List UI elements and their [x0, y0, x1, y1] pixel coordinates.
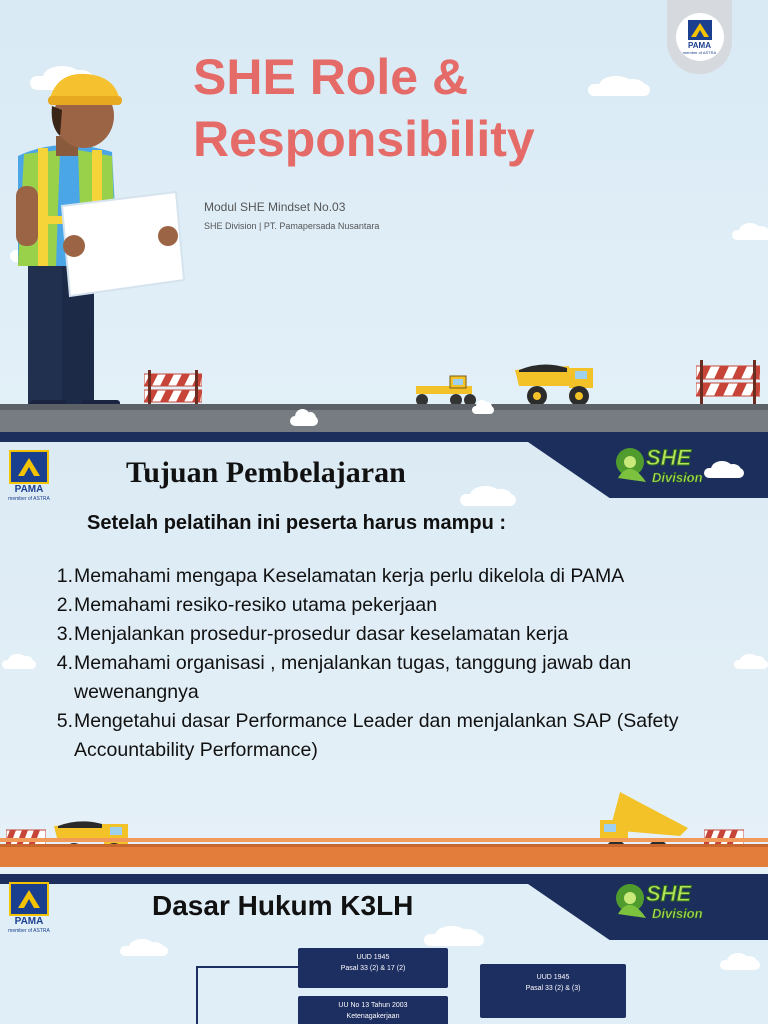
logo-subtext: member of ASTRA	[8, 496, 50, 502]
list-item: 1. Memahami mengapa Keselamatan kerja perlu dikelola di PAMA	[56, 565, 625, 587]
badge-line-1: SHE	[646, 445, 692, 470]
list-item: 2. Memahami resiko-resiko utama pekerjaan	[56, 594, 438, 616]
list-item: 3. Menjalankan prosedur-prosedur dasar keselamatan kerja	[56, 623, 569, 645]
slide-legal-basis	[0, 874, 768, 1024]
pama-emblem-icon	[9, 882, 49, 916]
logo-subtext: member of ASTRA	[8, 928, 50, 934]
dust-decoration	[472, 406, 494, 414]
title-line-2: Responsibility	[193, 111, 535, 167]
section-title: Dasar Hukum K3LH	[152, 890, 414, 921]
slide-cover	[0, 0, 768, 432]
legal-box-uud: UUD 1945 Pasal 33 (2) & 17 (2)	[298, 948, 448, 988]
slide-objectives	[0, 432, 768, 874]
cloud-decoration	[120, 946, 168, 956]
badge-line-1: SHE	[646, 881, 692, 906]
she-division-badge	[612, 874, 732, 924]
badge-line-2: Division	[652, 470, 703, 485]
page-title	[193, 46, 535, 170]
she-division-badge	[612, 438, 732, 488]
pama-logo	[676, 13, 724, 61]
road	[0, 410, 768, 432]
section-title: Tujuan Pembelajaran	[126, 456, 406, 489]
legal-box-uu13: UU No 13 Tahun 2003 Ketenagakerjaan	[298, 996, 448, 1024]
logo-text: PAMA	[14, 916, 44, 927]
pama-logo-tab	[667, 0, 732, 74]
pama-emblem-icon	[688, 20, 712, 40]
legal-box-uud-right: UUD 1945 Pasal 33 (2) & (3)	[480, 964, 626, 1018]
list-item: 4. Memahami organisasi , menjalankan tugas, tanggung jawab dan wewenangnya	[56, 652, 632, 703]
pama-emblem-icon	[9, 450, 49, 484]
cloud-decoration	[720, 960, 760, 970]
cloud-decoration	[588, 84, 650, 96]
title-line-1: SHE Role &	[193, 49, 469, 105]
objective-list	[44, 562, 744, 765]
logo-subtext: member of ASTRA	[682, 49, 717, 55]
dump-truck-icon	[513, 362, 597, 408]
dirt-road	[0, 844, 768, 867]
road-barrier-icon	[696, 360, 760, 408]
grader-vehicle-icon	[412, 374, 478, 408]
connector-line	[196, 966, 198, 1024]
cloud-decoration	[424, 934, 484, 946]
lead-text: Setelah pelatihan ini peserta harus mampu :	[87, 512, 507, 534]
cloud-decoration	[2, 660, 36, 669]
pama-logo	[7, 450, 51, 502]
pama-logo	[7, 882, 51, 934]
worker-illustration	[0, 66, 190, 416]
division-caption: SHE Division | PT. Pamapersada Nusantara	[204, 221, 380, 231]
list-item: 5. Mengetahui dasar Performance Leader dan menjalankan SAP (Safety Accountability Performance)	[56, 710, 679, 761]
badge-line-2: Division	[652, 906, 703, 921]
logo-text: PAMA	[14, 484, 44, 495]
cloud-decoration	[732, 230, 768, 240]
road-rail	[0, 838, 768, 842]
dust-decoration	[290, 416, 318, 426]
module-subtitle: Modul SHE Mindset No.03	[204, 200, 346, 214]
logo-text: PAMA	[688, 40, 711, 50]
cloud-decoration	[460, 494, 516, 506]
connector-line	[196, 966, 300, 968]
